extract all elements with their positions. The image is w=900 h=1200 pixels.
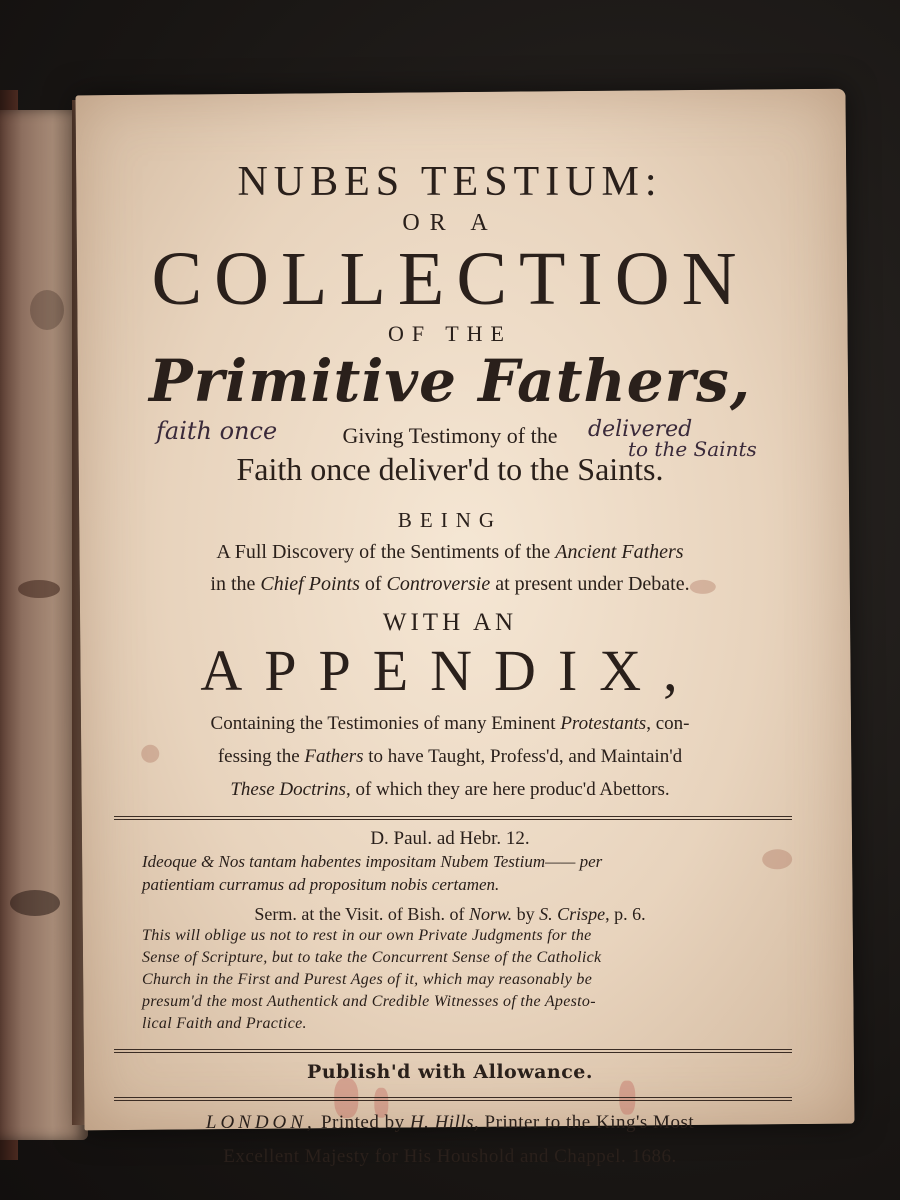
double-rule: [114, 1049, 792, 1053]
containing-line-3: [90, 777, 810, 802]
double-rule: [114, 816, 792, 820]
faith-once-text: Faith once deliver'd to the Saints.: [236, 451, 664, 487]
giving-testimony-text: Giving Testimony of the: [342, 423, 558, 448]
double-rule: [114, 1097, 792, 1101]
board-stain: [30, 290, 64, 330]
sermon-citation: [90, 904, 810, 925]
board-stain: [10, 890, 60, 916]
sermon-italic: S. Crispe: [539, 904, 606, 924]
latin-quote-line-2: patientiam curramus ad propositum nobis certamen.: [142, 875, 500, 894]
imprint-line-1: [90, 1111, 810, 1135]
discovery-italic: Chief Points: [260, 573, 360, 595]
containing-text: , con-: [646, 713, 690, 734]
containing-line-1: [90, 711, 810, 736]
being-line: BEING: [397, 508, 503, 532]
book-title: NUBES TESTIUM:: [237, 159, 663, 205]
discovery-text: of: [359, 573, 387, 595]
imprint-printer: H. Hills,: [409, 1112, 480, 1133]
sermon-text: , p. 6.: [605, 904, 646, 924]
sermon-quote-line-3: Church in the First and Purest Ages of it, which may reasonably be: [142, 971, 593, 988]
discovery-italic: Controversie: [386, 573, 491, 595]
or-a-line: OR A: [402, 210, 498, 236]
with-an-line: WITH AN: [382, 609, 518, 636]
faith-once-line: [90, 437, 810, 488]
sermon-quote-line-4: presum'd the most Authentick and Credible Witnesses of the Apesto-: [142, 993, 596, 1010]
sermon-quote-line-5: lical Faith and Practice.: [142, 1015, 307, 1032]
latin-quote-line-1: Ideoque & Nos tantam habentes impositam Nubem Testium—— per: [142, 852, 603, 871]
sermon-text: Serm. at the Visit. of Bish. of: [254, 904, 469, 924]
title-page-text: [90, 150, 810, 1169]
containing-text: fessing the: [217, 746, 305, 767]
handwritten-note-left: faith once: [156, 417, 278, 445]
scripture-citation: D. Paul. ad Hebr. 12.: [370, 828, 530, 849]
publishing-allowance: Publish'd with Allowance.: [307, 1061, 593, 1083]
discovery-line-2: [90, 571, 810, 597]
imprint-city: LONDON,: [205, 1112, 316, 1133]
discovery-italic: Ancient Fathers: [555, 541, 684, 563]
handwritten-note-right-top: delivered: [588, 417, 693, 442]
imprint-line-2: Excellent Majesty for His Houshold and Chappel. 1686.: [223, 1146, 677, 1167]
board-stain: [18, 580, 60, 598]
discovery-text: A Full Discovery of the Sentiments of the: [216, 541, 556, 563]
sermon-italic: Norw.: [468, 904, 513, 924]
containing-text: to have Taught, Profess'd, and Maintain'd: [363, 746, 683, 767]
discovery-text: in the: [210, 573, 261, 595]
containing-line-2: [90, 744, 810, 769]
handwritten-note-right-bottom: to the Saints: [628, 437, 757, 461]
sermon-quote-line-1: This will oblige us not to rest in our own Private Judgments for the: [142, 927, 592, 944]
collection-heading: COLLECTION: [151, 237, 749, 321]
imprint-text: Printer to the King's Most: [479, 1112, 695, 1133]
discovery-text: at present under Debate.: [490, 573, 690, 595]
imprint-text: Printed by: [315, 1112, 410, 1133]
containing-italic: These Doctrins: [230, 779, 346, 800]
containing-text: Containing the Testimonies of many Eminent: [210, 713, 561, 734]
sermon-text: by: [512, 904, 540, 924]
containing-text: , of which they are here produc'd Abettors.: [345, 779, 670, 800]
discovery-line-1: [90, 539, 810, 565]
containing-italic: Protestants: [560, 713, 647, 734]
of-the-line: OF THE: [388, 321, 512, 346]
primitive-fathers-heading: Primitive Fathers,: [148, 347, 752, 415]
appendix-heading: APPENDIX,: [200, 638, 700, 703]
sermon-quote-line-2: Sense of Scripture, but to take the Concurrent Sense of the Catholick: [142, 949, 602, 966]
containing-italic: Fathers: [304, 746, 364, 767]
